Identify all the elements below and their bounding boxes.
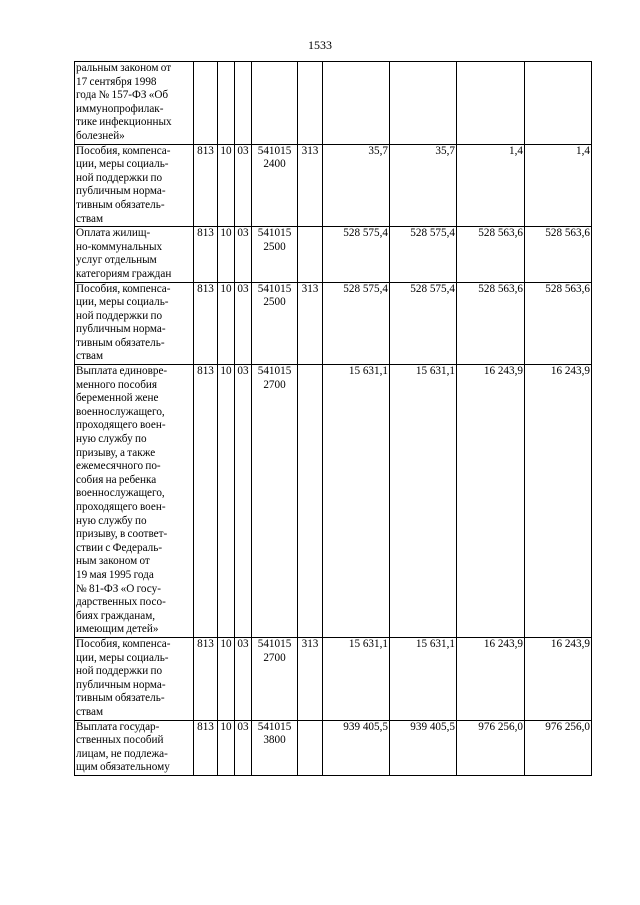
budget-table <box>74 61 592 776</box>
amount-cell-1: 939 405,5 <box>323 720 390 775</box>
section-code-cell: 10 <box>218 720 235 775</box>
table-row <box>75 637 592 720</box>
subsection-code-cell: 03 <box>235 227 252 282</box>
subsection-code-cell: 03 <box>235 720 252 775</box>
target-article-cell <box>252 62 298 145</box>
description-cell <box>75 637 194 720</box>
amount-cell-2: 15 631,1 <box>390 365 457 638</box>
table-row <box>75 62 592 145</box>
expense-type-cell <box>298 720 323 775</box>
description-line: лицам, не подлежа- <box>76 747 168 760</box>
description-line: Оплата жилищ- <box>76 227 151 240</box>
description-line: тивным обязатель- <box>76 198 165 211</box>
amount-cell-2: 528 575,4 <box>390 227 457 282</box>
target-article-cell: 541015 2400 <box>252 144 298 227</box>
description-line: публичным норма- <box>76 185 166 198</box>
description-line: ствам <box>76 212 104 225</box>
description-cell <box>75 227 194 282</box>
subsection-code-cell <box>235 62 252 145</box>
description-line: менного пособия <box>76 378 158 391</box>
expense-type-cell <box>298 227 323 282</box>
expense-type-cell: 313 <box>298 144 323 227</box>
amount-cell-1 <box>323 62 390 145</box>
description-line: ной поддержки по <box>76 171 163 184</box>
page-number: 1533 <box>308 38 332 52</box>
description-line: Пособия, компенса- <box>76 144 171 157</box>
expense-type-cell <box>298 365 323 638</box>
section-code-cell: 10 <box>218 637 235 720</box>
description-line: публичным норма- <box>76 678 166 691</box>
description-line: ствии с Федераль- <box>76 541 163 554</box>
ministry-code-cell: 813 <box>194 720 218 775</box>
table-row <box>75 282 592 365</box>
description-line: ной поддержки по <box>76 665 163 678</box>
ministry-code-cell <box>194 62 218 145</box>
amount-cell-1: 528 575,4 <box>323 227 390 282</box>
description-line: ную службу по <box>76 514 147 527</box>
description-line: ральным законом от <box>76 62 172 74</box>
description-line: но-коммунальных <box>76 240 163 253</box>
subsection-code-cell: 03 <box>235 282 252 365</box>
description-line: года № 157-ФЗ «Об <box>76 89 169 102</box>
amount-cell-4: 528 563,6 <box>525 227 592 282</box>
amount-cell-3: 1,4 <box>457 144 525 227</box>
amount-cell-4: 16 243,9 <box>525 637 592 720</box>
description-line: проходящего воен- <box>76 419 166 432</box>
description-line: имеющим детей» <box>76 623 159 636</box>
amount-cell-1: 15 631,1 <box>323 365 390 638</box>
description-line: щим обязательному <box>76 761 170 774</box>
amount-cell-3 <box>457 62 525 145</box>
subsection-code-cell: 03 <box>235 144 252 227</box>
description-line: 17 сентября 1998 <box>76 75 157 88</box>
amount-cell-4: 528 563,6 <box>525 282 592 365</box>
description-line: Выплата единовре- <box>76 365 168 378</box>
ministry-code-cell: 813 <box>194 365 218 638</box>
target-article-cell: 541015 2700 <box>252 365 298 638</box>
description-line: ции, меры социаль- <box>76 651 169 664</box>
expense-type-cell: 313 <box>298 282 323 365</box>
amount-cell-3: 16 243,9 <box>457 365 525 638</box>
target-article-cell: 541015 2500 <box>252 227 298 282</box>
table-body <box>75 62 592 776</box>
description-line: военнослужащего, <box>76 487 165 500</box>
target-article-cell: 541015 2700 <box>252 637 298 720</box>
subsection-code-cell: 03 <box>235 365 252 638</box>
amount-cell-3: 528 563,6 <box>457 227 525 282</box>
description-line: собия на ребенка <box>76 473 157 486</box>
description-line: Пособия, компенса- <box>76 637 171 650</box>
amount-cell-1: 35,7 <box>323 144 390 227</box>
ministry-code-cell: 813 <box>194 282 218 365</box>
section-code-cell: 10 <box>218 282 235 365</box>
section-code-cell: 10 <box>218 227 235 282</box>
amount-cell-3: 16 243,9 <box>457 637 525 720</box>
amount-cell-4: 1,4 <box>525 144 592 227</box>
table-row <box>75 365 592 638</box>
description-line: биях гражданам, <box>76 609 156 622</box>
description-line: болезней» <box>76 129 125 142</box>
amount-cell-4: 976 256,0 <box>525 720 592 775</box>
amount-cell-3: 976 256,0 <box>457 720 525 775</box>
ministry-code-cell: 813 <box>194 144 218 227</box>
description-cell <box>75 365 194 638</box>
expense-type-cell: 313 <box>298 637 323 720</box>
description-line: ствам <box>76 705 104 718</box>
amount-cell-2: 35,7 <box>390 144 457 227</box>
expense-type-cell <box>298 62 323 145</box>
description-cell <box>75 282 194 365</box>
description-line: призыву, а также <box>76 446 156 459</box>
description-line: ную службу по <box>76 433 147 446</box>
table-row <box>75 720 592 775</box>
description-line: ственных пособий <box>76 734 164 747</box>
description-line: категориям граждан <box>76 267 172 280</box>
description-line: ствам <box>76 350 104 363</box>
description-line: ции, меры социаль- <box>76 158 169 171</box>
subsection-code-cell: 03 <box>235 637 252 720</box>
amount-cell-1: 15 631,1 <box>323 637 390 720</box>
amount-cell-4: 16 243,9 <box>525 365 592 638</box>
description-line: № 81-ФЗ «О госу- <box>76 582 161 595</box>
section-code-cell: 10 <box>218 365 235 638</box>
amount-cell-4 <box>525 62 592 145</box>
description-line: услуг отдельным <box>76 254 157 267</box>
description-line: проходящего воен- <box>76 501 166 513</box>
description-line: ежемесячного по- <box>76 460 161 473</box>
amount-cell-2 <box>390 62 457 145</box>
amount-cell-2: 15 631,1 <box>390 637 457 720</box>
target-article-cell: 541015 3800 <box>252 720 298 775</box>
description-line: 19 мая 1995 года <box>76 568 154 581</box>
description-cell <box>75 62 194 145</box>
description-line: тике инфекционных <box>76 116 172 129</box>
description-line: Пособия, компенса- <box>76 282 171 295</box>
table-row <box>75 227 592 282</box>
target-article-cell: 541015 2500 <box>252 282 298 365</box>
amount-cell-3: 528 563,6 <box>457 282 525 365</box>
amount-cell-2: 528 575,4 <box>390 282 457 365</box>
description-line: публичным норма- <box>76 323 166 336</box>
amount-cell-2: 939 405,5 <box>390 720 457 775</box>
section-code-cell: 10 <box>218 144 235 227</box>
table-row <box>75 144 592 227</box>
description-line: тивным обязатель- <box>76 336 165 349</box>
amount-cell-1: 528 575,4 <box>323 282 390 365</box>
section-code-cell <box>218 62 235 145</box>
description-line: дарственных посо- <box>76 596 166 609</box>
description-line: ным законом от <box>76 555 150 568</box>
description-line: беременной жене <box>76 392 159 405</box>
description-line: Выплата государ- <box>76 720 160 733</box>
description-line: ции, меры социаль- <box>76 296 169 309</box>
description-line: иммунопрофилак- <box>76 102 164 115</box>
ministry-code-cell: 813 <box>194 637 218 720</box>
description-line: призыву, в соответ- <box>76 528 168 541</box>
description-line: ной поддержки по <box>76 309 163 322</box>
description-cell <box>75 720 194 775</box>
description-line: тивным обязатель- <box>76 692 165 705</box>
description-cell <box>75 144 194 227</box>
description-line: военнослужащего, <box>76 405 165 418</box>
ministry-code-cell: 813 <box>194 227 218 282</box>
